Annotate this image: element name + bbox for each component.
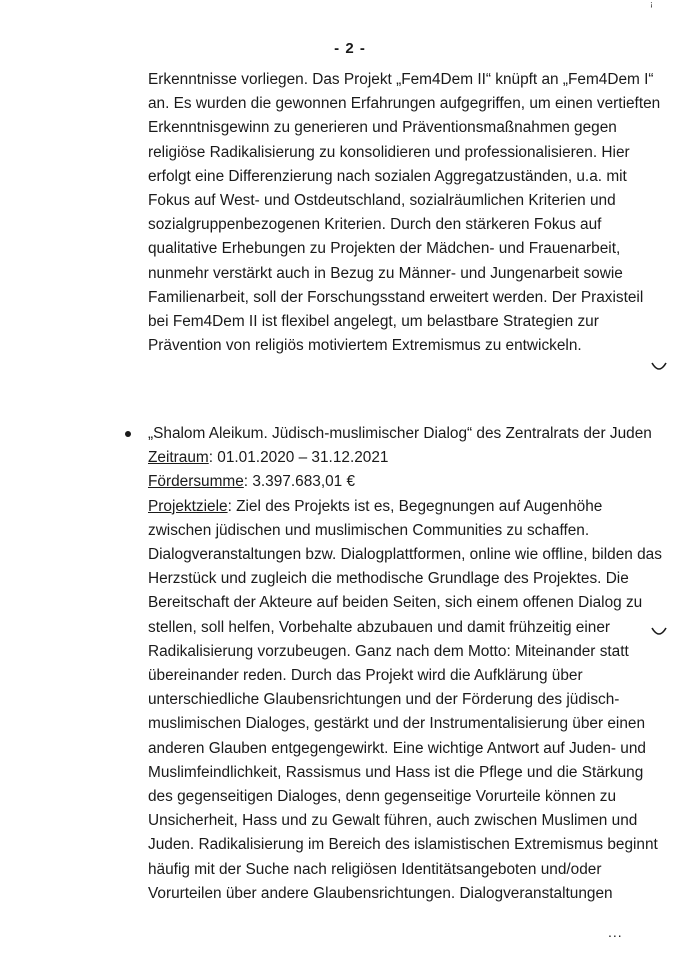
text-line: Unsicherheit, Hass und zu Gewalt führen, auch zwischen Muslimen und: [148, 812, 638, 830]
text-line: Muslimfeindlichkeit, Rassismus und Hass ist die Pflege und die Stärkung: [148, 763, 644, 781]
text-line: Juden. Radikalisierung im Bereich des islamistischen Extremismus beginnt: [148, 836, 658, 854]
zeitraum-value: : 01.01.2020 – 31.12.2021: [208, 449, 389, 467]
foerdersumme-value: : 3.397.683,01 €: [243, 473, 356, 491]
continuation-ellipsis: ...: [608, 924, 623, 940]
text-line: Erkenntnisgewinn zu generieren und Präventionsmaßnahmen gegen: [148, 119, 617, 137]
check-mark-icon: [651, 362, 667, 372]
bullet-icon: [125, 431, 131, 437]
text-line: häufig mit der Suche nach religiösen Identitätsangeboten und/oder: [148, 860, 602, 878]
page-number: - 2 -: [334, 40, 366, 57]
foerdersumme-row: [148, 470, 678, 494]
text-line: muslimischen Dialoges, gestärkt und der Instrumentalisierung über einen: [148, 715, 646, 733]
zeitraum-label: Zeitraum: [148, 449, 209, 467]
projektziele-row: [148, 495, 678, 519]
text-line: des gegenseitigen Dialoges, denn gegenseitige Vorurteile können zu: [148, 788, 617, 806]
text-line: Herzstück und zugleich die methodische Grundlage des Projektes. Die: [148, 570, 629, 588]
text-line: Vorurteilen über andere Glaubensrichtungen. Dialogveranstaltungen: [148, 884, 613, 902]
text-line: Radikalisierung vorzubeugen. Ganz nach dem Motto: Miteinander statt: [148, 642, 629, 660]
text-line: an. Es wurden die gewonnen Erfahrungen aufgegriffen, um einen vertieften: [148, 95, 661, 113]
text-line: stellen, soll helfen, Vorbehalte abzubauen und damit frühzeitig einer: [148, 618, 611, 636]
text-line: nunmehr verstärkt auch in Bezug zu Männer- und Jungenarbeit sowie: [148, 264, 623, 282]
corner-mark: ꜞ: [650, 4, 653, 15]
project-shalom-aleikum: [148, 422, 678, 906]
text-line: sozialgruppenbezogenen Kriterien. Durch den stärkeren Fokus auf: [148, 216, 602, 234]
text-line: Erkenntnisse vorliegen. Das Projekt „Fem4Dem II“ knüpft an „Fem4Dem I“: [148, 71, 654, 88]
projektziele-text: : Ziel des Projekts ist es, Begegnungen auf Augenhöhe: [227, 497, 603, 515]
text-line: Fokus auf West- und Ostdeutschland, sozialräumlichen Kriterien und: [148, 192, 616, 210]
text-line: unterschiedliche Glaubensrichtungen und der Förderung des jüdisch-: [148, 691, 620, 709]
text-line: religiöse Radikalisierung zu konsolidieren und professionalisieren. Hier: [148, 143, 630, 161]
project-title: „Shalom Aleikum. Jüdisch-muslimischer Dialog“ des Zentralrats der Juden: [148, 425, 652, 442]
text-line: Dialogveranstaltungen bzw. Dialogplattformen, online wie offline, bilden das: [148, 546, 662, 564]
paragraph-fem4dem: [148, 68, 678, 358]
text-line: erfolgt eine Differenzierung nach sozialen Aggregatzuständen, u.a. mit: [148, 167, 627, 185]
text-line: bei Fem4Dem II ist flexibel angelegt, um belastbare Strategien zur: [148, 313, 599, 331]
foerdersumme-label: Fördersumme: [148, 473, 244, 491]
text-line: übereinander reden. Durch das Projekt wird die Aufklärung über: [148, 667, 583, 685]
text-line: Prävention von religiös motiviertem Extremismus zu entwickeln.: [148, 337, 582, 355]
zeitraum-row: [148, 446, 678, 470]
check-mark-icon: [651, 627, 667, 637]
text-line: qualitative Erhebungen zu Projekten der Mädchen- und Frauenarbeit,: [148, 240, 621, 258]
projektziele-label: Projektziele: [148, 497, 228, 515]
text-line: anderen Glauben entgegengewirkt. Eine wichtige Antwort auf Juden- und: [148, 739, 646, 757]
text-line: zwischen jüdischen und muslimischen Communities zu schaffen.: [148, 521, 590, 539]
text-line: Familienarbeit, soll der Forschungsstand erweitert werden. Der Praxisteil: [148, 288, 644, 306]
text-line: Bereitschaft der Akteure auf beiden Seiten, sich einem offenen Dialog zu: [148, 594, 643, 612]
